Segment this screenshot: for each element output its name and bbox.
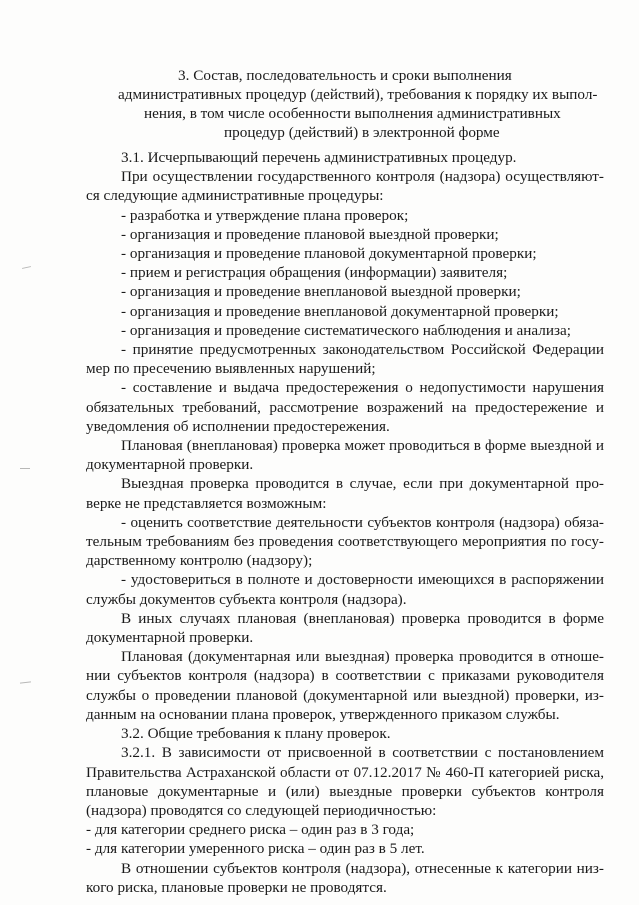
document-body (86, 148, 604, 897)
list-item: - прием и регистрация обращения (информации) заявителя; (121, 264, 508, 282)
paragraph-line: тельным требованиям без проведения соответствующего мероприятия по госу- (86, 533, 604, 551)
paragraph-line: Плановая (внеплановая) проверка может проводиться в форме выездной и (121, 437, 604, 455)
list-item: - принятие предусмотренных законодательством Российской Федерации (121, 341, 604, 359)
list-item: - организация и проведение плановой документарной проверки; (121, 245, 537, 263)
paragraph-line: обязательных требований, рассмотрение возражений на предостережение и (86, 398, 604, 416)
section-heading (90, 66, 610, 142)
paragraph-line: документарной проверки. (86, 629, 254, 647)
paragraph-line: Плановая (документарная или выездная) проверка проводится в отноше- (121, 648, 604, 666)
paragraph-line: службы документов субъекта контроля (надзора). (86, 590, 407, 608)
list-item: - организация и проведение систематического наблюдения и анализа; (121, 321, 571, 339)
paragraph-line: 3.1. Исчерпывающий перечень административных процедур. (121, 149, 517, 166)
list-item: - организация и проведение внеплановой документарной проверки; (121, 302, 559, 320)
paragraph-line: ся следующие административные процедуры: (86, 187, 384, 205)
paragraph-line: (надзора) проводятся со следующей периодичностью: (86, 801, 437, 819)
list-item: - организация и проведение плановой выездной проверки; (121, 225, 499, 243)
subsection-heading: 3.2. Общие требования к плану проверок. (121, 725, 391, 743)
list-item: - разработка и утверждение плана проверок; (121, 206, 409, 224)
paragraph-line: уведомления об исполнении предостережения. (86, 417, 390, 435)
paragraph-line: данным на основании плана проверок, утвержденного приказом службы. (86, 705, 560, 723)
paragraph-line: В иных случаях плановая (внеплановая) проверка проводится в форме (121, 609, 604, 627)
paragraph-line: верке не представляется возможным: (86, 494, 327, 512)
paragraph-line: службы о проведении плановой (документарной или выездной) проверки, из- (86, 686, 604, 704)
paragraph-line: документарной проверки. (86, 456, 254, 474)
heading-line: административных процедур (действий), требования к порядку их выпол- (118, 86, 598, 103)
scan-margin-mark (20, 681, 31, 683)
list-item: - оценить соответствие деятельности субъектов контроля (надзора) обяза- (121, 513, 604, 531)
paragraph-line: плановые документарные и (или) выездные проверки субъектов контроля (86, 782, 604, 800)
heading-line: 3. Состав, последовательность и сроки выполнения (178, 67, 512, 84)
paragraph-line: Правительства Астраханской области от 07.12.2017 № 460-П категорией риска, (86, 763, 604, 781)
list-item: - организация и проведение внеплановой выездной проверки; (121, 283, 521, 301)
paragraph-line: В отношении субъектов контроля (надзора), отнесенные к категории низ- (121, 859, 604, 877)
paragraph-line: мер по пресечению выявленных нарушений; (86, 360, 376, 378)
list-item: - составление и выдача предостережения о недопустимости нарушения (121, 379, 604, 397)
heading-line: нения, в том числе особенности выполнения административных (144, 105, 561, 122)
heading-line: процедур (действий) в электронной форме (224, 124, 500, 141)
scan-margin-mark (22, 266, 31, 269)
paragraph-line: нии субъектов контроля (надзора) в соответствии с приказами руководителя (86, 667, 604, 685)
paragraph-line: кого риска, плановые проверки не проводятся. (86, 878, 387, 896)
list-item: - удостовериться в полноте и достоверности имеющихся в распоряжении (121, 571, 604, 589)
scan-margin-mark (20, 468, 30, 469)
paragraph-line: Выездная проверка проводится в случае, если при документарной про- (121, 475, 604, 493)
paragraph-line: 3.2.1. В зависимости от присвоенной в соответствии с постановлением (121, 744, 604, 762)
paragraph-line: При осуществлении государственного контроля (надзора) осуществляют- (121, 168, 604, 186)
list-item: - для категории умеренного риска – один раз в 5 лет. (86, 840, 425, 858)
list-item: - для категории среднего риска – один раз в 3 года; (86, 821, 415, 839)
paragraph-line: дарственному контролю (надзору); (86, 552, 313, 570)
